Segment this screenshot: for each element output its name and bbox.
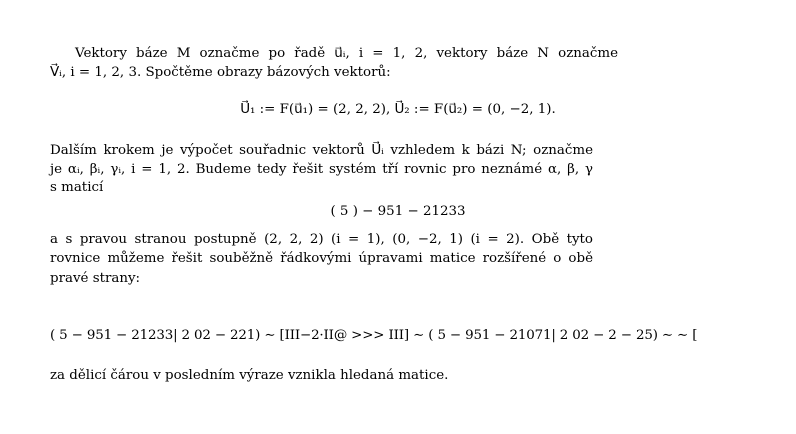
matrix-expression: ( 5 ) − 951 − 21233 xyxy=(330,204,466,219)
paragraph-2-line-3: s maticí xyxy=(50,180,104,195)
paragraph-2-line-2: je αᵢ, βᵢ, γᵢ, i = 1, 2. Budeme tedy řešit systém tří rovnic pro neznámé α, β, γ xyxy=(50,162,593,177)
equation-row-reduction: ( 5 − 951 − 21233| 2 02 − 221) ∼ [III−2·II@ >>> III] ∼ ( 5 − 951 − 21071| 2 02 − 2 − 25) ∼ ∼ [ xyxy=(50,328,698,343)
paragraph-3-line-2: rovnice můžeme řešit souběžně řádkovými úpravami matice rozšířené o obě xyxy=(50,251,593,266)
paragraph-2-line-1: Dalším krokem je výpočet souřadnic vektorů U⃗ᵢ vzhledem k bázi N; označme xyxy=(50,143,593,158)
paragraph-1-line-1: Vektory báze M označme po řadě u⃗ᵢ, i = 1, 2, vektory báze N označme xyxy=(75,46,618,61)
equation-basis-images: U⃗₁ := F(u⃗₁) = (2, 2, 2), U⃗₂ := F(u⃗₂) = (0, −2, 1). xyxy=(240,102,556,117)
paragraph-1-line-2: V⃗ᵢ, i = 1, 2, 3. Spočtěme obrazy bázových vektorů: xyxy=(50,65,391,80)
paragraph-3-line-1: a s pravou stranou postupně (2, 2, 2) (i = 1), (0, −2, 1) (i = 2). Obě tyto xyxy=(50,232,593,247)
closing-sentence: za dělicí čárou v posledním výraze vznikla hledaná matice. xyxy=(50,368,449,383)
paragraph-3-line-3: pravé strany: xyxy=(50,271,141,286)
